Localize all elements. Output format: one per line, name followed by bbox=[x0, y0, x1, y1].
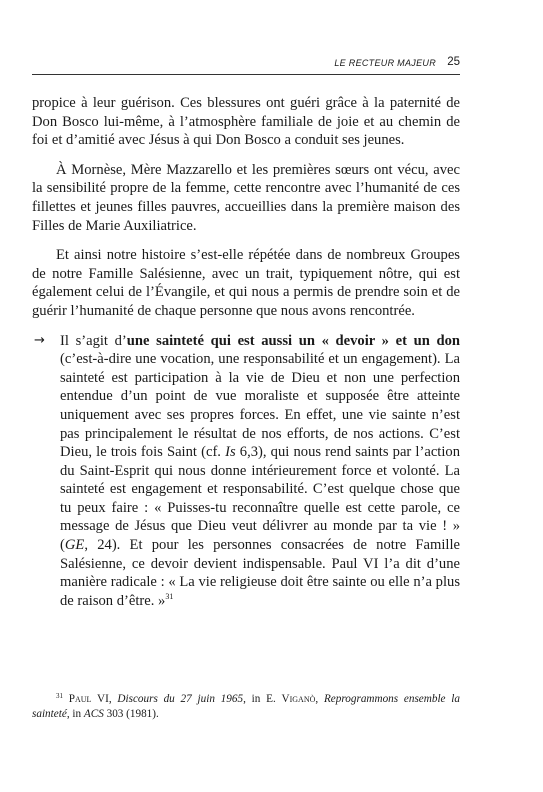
footnote-title-2: Reprogrammons ensemble la sainteté bbox=[32, 693, 460, 720]
footnote bbox=[32, 692, 460, 722]
arrow-bullet-icon: → bbox=[34, 332, 45, 348]
bullet-text-1: (c’est-à-dire une vocation, une responsabilité et un engagement). La sainteté est participation à la vie de Dieu et non une perfection entendue d’un point de vue moraliste et supposée être atteinte uniquement avec ses propres forces. En effet, une vie sainte n’est pas principalement le résultat de nos efforts, de nos actions. C’est Dieu, le trois fois Saint (cf. bbox=[60, 351, 460, 461]
bullet-bold-phrase: une sainteté qui est aussi un « devoir » et un don bbox=[126, 332, 460, 349]
footnote-author-2: Viganò, bbox=[281, 693, 319, 705]
footnote-title: Discours du 27 juin 1965 bbox=[117, 693, 244, 705]
footnote-end: 303 (1981). bbox=[103, 708, 159, 720]
footnote-mid: , in E. bbox=[243, 693, 282, 705]
paragraph-3: Et ainsi notre histoire s’est-elle répétée dans de nombreux Groupes de notre Famille Salésienne, avec un trait, typiquement nôtre, qui est également celui de l’Évangile, et qui nous a permis de prendre soin et de guérir l’humanité de chaque personne que nous avons rencontrée. bbox=[32, 247, 460, 319]
footnote-number: 31 bbox=[56, 692, 63, 700]
body-text bbox=[32, 94, 460, 621]
footnote-author: Paul VI, bbox=[68, 693, 112, 705]
footnote-reference: 31 bbox=[165, 591, 174, 601]
running-header bbox=[32, 56, 460, 75]
paragraph-1: propice à leur guérison. Ces blessures ont guéri grâce à la paternité de Don Bosco lui-même, à l’atmosphère familiale de joie et au chemin de foi et d’amitié avec Jésus à qui Don Bosco a conduit ses jeunes. bbox=[32, 95, 460, 149]
bullet-text-2: 6,3), qui nous rend saints par l’action du Saint-Esprit qui nous donne intérieurement force et volonté. La sainteté est engagement et responsabilité. C’est quelque chose que tu peux faire : « Puisses-tu reconnaître quelle est cette parole, ce message de Jésus que Dieu veut délivrer au monde par ta vie ! » ( bbox=[60, 444, 460, 554]
paragraph-2: À Mornèse, Mère Mazzarello et les premières sœurs ont vécu, avec la sensibilité propre de la femme, cette rencontre avec l’humanité de ces fillettes et jeunes filles pauvres, accueillies dans la première maison des Filles de Marie Auxiliatrice. bbox=[32, 161, 460, 234]
footnote-journal: ACS bbox=[83, 708, 104, 720]
arrow-bullet-paragraph bbox=[32, 332, 460, 611]
page-number: 25 bbox=[447, 56, 460, 68]
footnote-mid-2: , in bbox=[66, 708, 84, 720]
bullet-lead: Il s’agit d’ bbox=[60, 332, 127, 349]
running-title: LE RECTEUR MAJEUR bbox=[334, 58, 436, 68]
bullet-italic-ge: GE bbox=[64, 537, 85, 554]
bullet-text-3: , 24). Et pour les personnes consacrées de notre Famille Salésienne, ce devoir devient indispensable. Paul VI l’a dit d’une manière radicale : « La vie religieuse doit être sainte ou elle n’a plus de raison d’être. » bbox=[60, 537, 460, 609]
bullet-italic-is: Is bbox=[225, 444, 236, 461]
